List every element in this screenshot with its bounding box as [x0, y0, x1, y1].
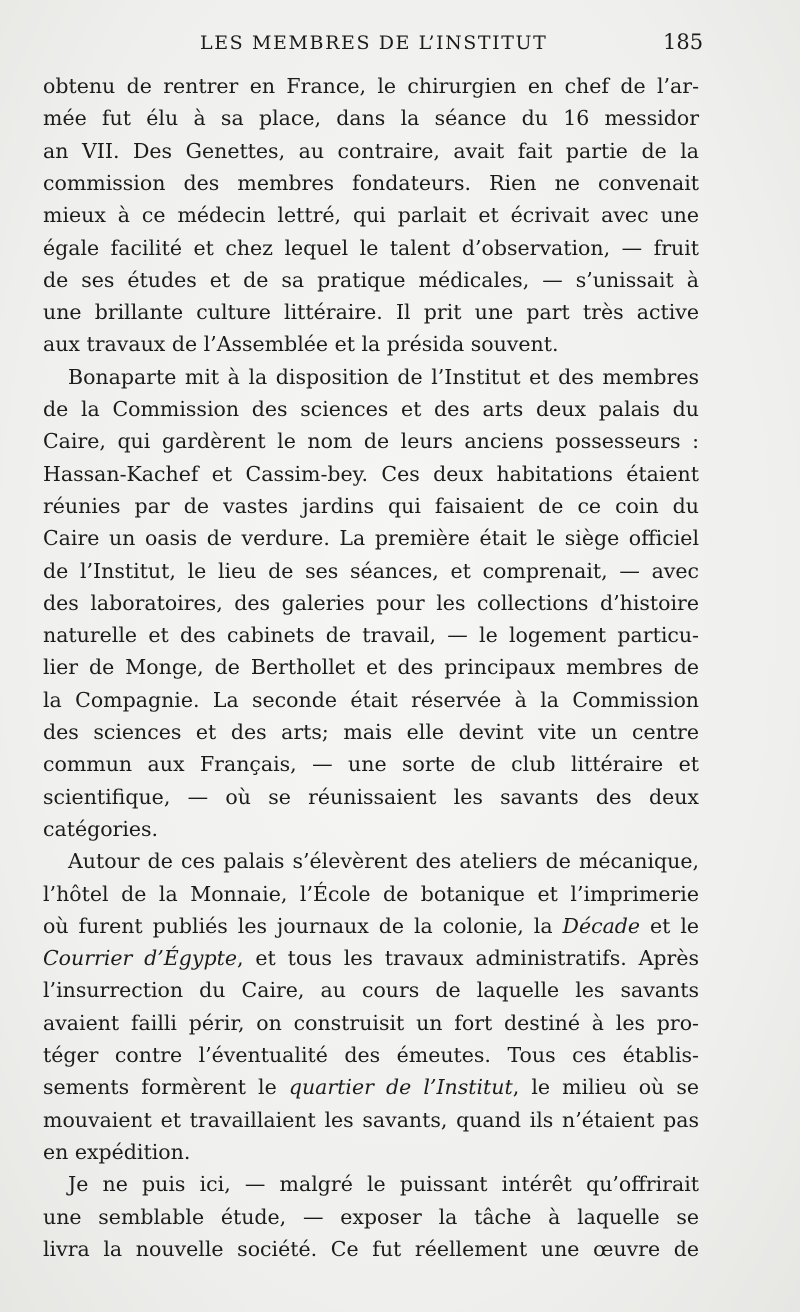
text-line: des laboratoires, des galeries pour les collections d’histoire	[43, 590, 699, 615]
text-line: réunies par de vastes jardins qui faisaient de ce coin du	[43, 493, 699, 518]
text-line: naturelle et des cabinets de travail, — le logement particu-	[43, 623, 699, 648]
text-line: de la Commission des sciences et des arts deux palais du	[43, 397, 699, 421]
text-line: de l’Institut, le lieu de ses séances, et comprenait, — avec	[43, 558, 699, 583]
text-line: mouvaient et travaillaient les savants, quand ils n’étaient pas	[43, 1107, 699, 1132]
text-line: la Compagnie. La seconde était réservée à la Commission	[43, 687, 699, 712]
text-line: une brillante culture littéraire. Il prit une part très active	[43, 300, 699, 325]
text-line: Hassan-Kachef et Cassim-bey. Ces deux habitations étaient	[43, 461, 699, 486]
text-line: Je ne puis ici, — malgré le puissant intérêt qu’offrirait	[68, 1172, 699, 1197]
text-line: Autour de ces palais s’élevèrent des ateliers de mécanique,	[68, 849, 699, 874]
text-line: de ses études et de sa pratique médicales, — s’unissait à	[43, 267, 699, 292]
text-line: Caire un oasis de verdure. La première était le siège officiel	[43, 526, 699, 551]
text-line: livra la nouvelle société. Ce fut réellement une œuvre de	[43, 1236, 699, 1261]
text-line: catégories.	[43, 816, 159, 841]
text-line: Bonaparte mit à la disposition de l’Institut et des membres	[68, 364, 699, 389]
text-line: des sciences et des arts; mais elle devint vite un centre	[43, 720, 699, 744]
text-line: an VII. Des Genettes, au contraire, avait fait partie de la	[43, 138, 699, 163]
text-line: scientifique, — où se réunissaient les savants des deux	[43, 784, 699, 809]
text-line: sements formèrent le quartier de l’Institut, le milieu où se	[43, 1075, 699, 1100]
text-line: aux travaux de l’Assemblée et la présida souvent.	[43, 332, 559, 357]
page-number: 185	[663, 30, 704, 54]
text-line: mée fut élu à sa place, dans la séance du 16 messidor	[43, 106, 699, 131]
text-line: Courrier d’Égypte, et tous les travaux administratifs. Après	[43, 946, 700, 971]
text-line: égale facilité et chez lequel le talent d’observation, — fruit	[43, 235, 699, 260]
text-line: Caire, qui gardèrent le nom de leurs anciens possesseurs :	[43, 429, 699, 454]
running-header	[0, 30, 800, 60]
text-line: en expédition.	[43, 1139, 191, 1164]
text-line: obtenu de rentrer en France, le chirurgien en chef de l’ar-	[43, 74, 699, 98]
text-line: mieux à ce médecin lettré, qui parlait et écrivait avec une	[43, 203, 699, 228]
text-line: téger contre l’éventualité des émeutes. Tous ces établis-	[43, 1043, 699, 1067]
text-line: où furent publiés les journaux de la colonie, la Décade et le	[43, 913, 700, 938]
text-line: commission des membres fondateurs. Rien ne convenait	[43, 170, 699, 195]
text-line: l’insurrection du Caire, au cours de laquelle les savants	[43, 978, 699, 1003]
text-line: avaient failli périr, on construisit un fort destiné à les pro-	[43, 1010, 699, 1035]
running-title: LES MEMBRES DE L’INSTITUT	[200, 32, 548, 54]
text-line: l’hôtel de la Monnaie, l’École de botanique et l’imprimerie	[43, 881, 699, 906]
text-line: commun aux Français, — une sorte de club littéraire et	[43, 752, 699, 777]
text-line: une semblable étude, — exposer la tâche à laquelle se	[43, 1204, 699, 1229]
text-line: lier de Monge, de Berthollet et des principaux membres de	[43, 655, 699, 680]
